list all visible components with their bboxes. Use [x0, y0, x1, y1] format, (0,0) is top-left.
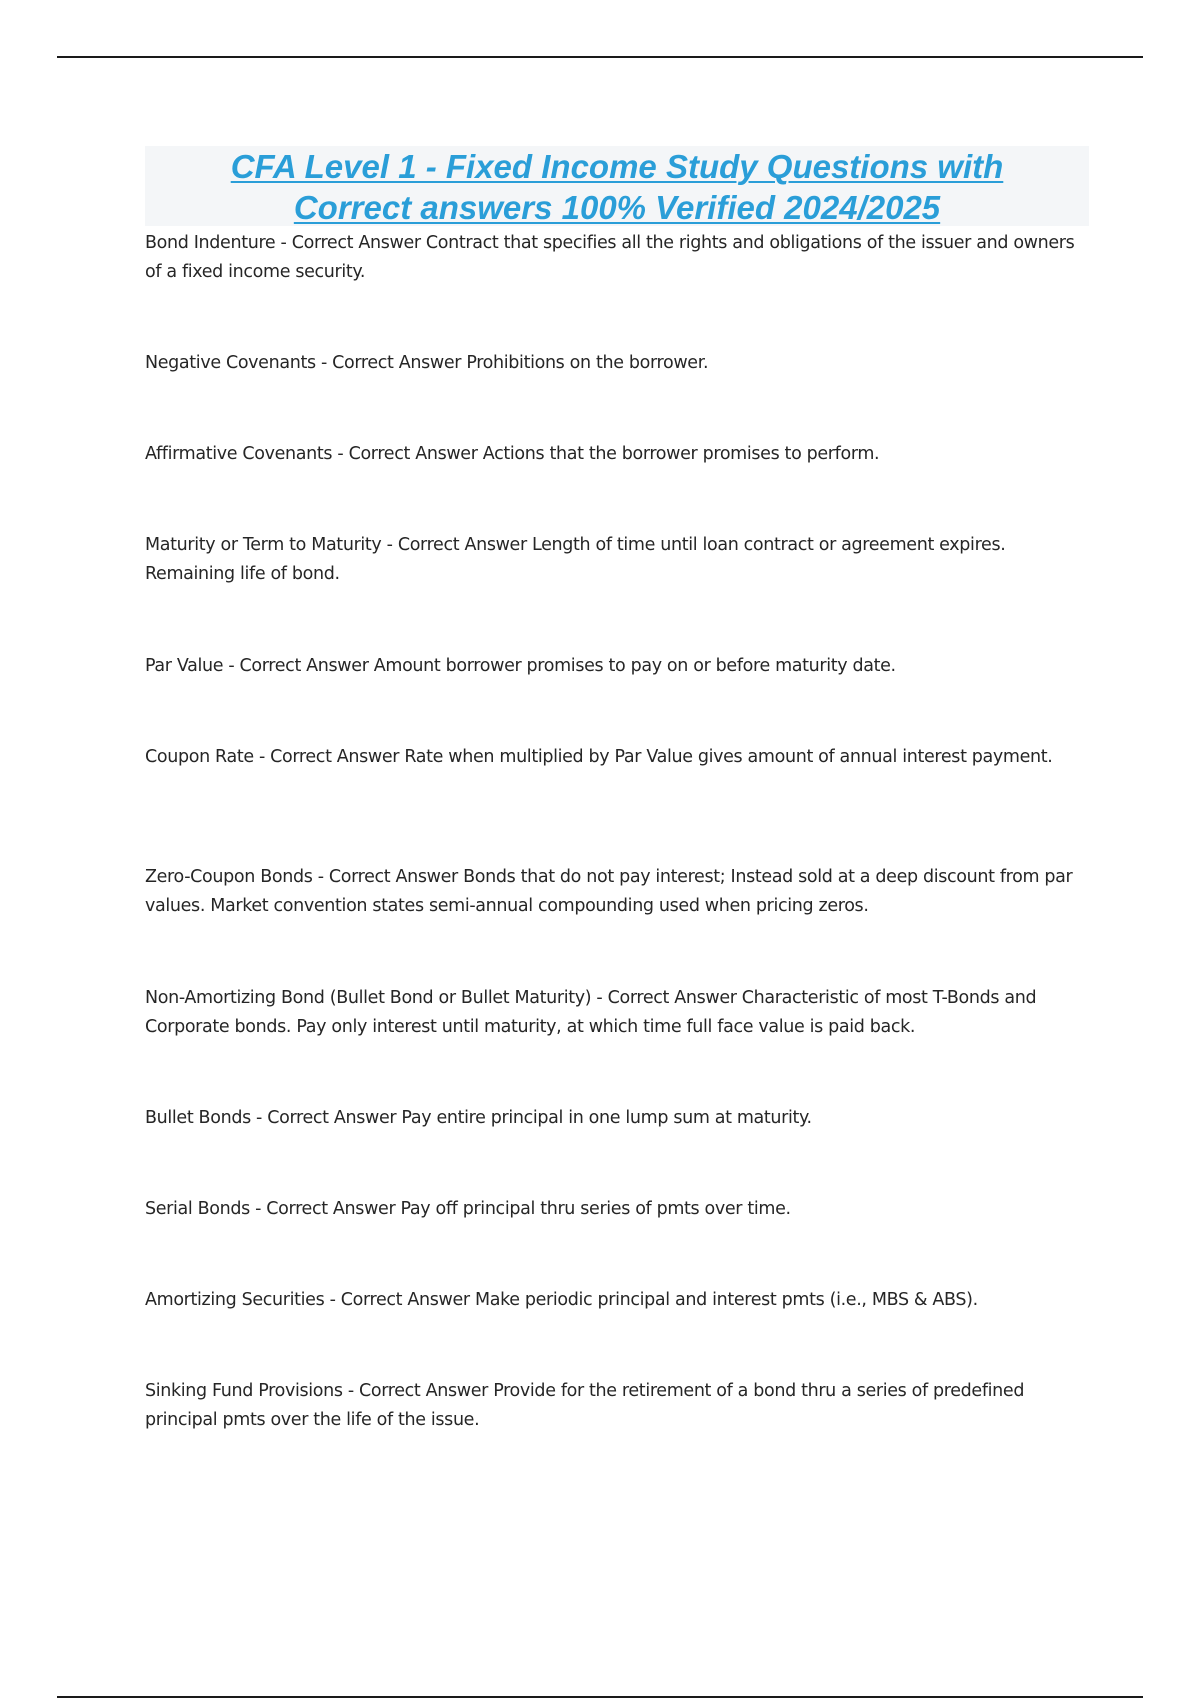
entry-bullet-bonds: Bullet Bonds - Correct Answer Pay entire principal in one lump sum at maturity. — [145, 1108, 812, 1128]
entry-serial-bonds: Serial Bonds - Correct Answer Pay off principal thru series of pmts over time. — [145, 1199, 791, 1219]
entry-amortizing-securities: Amortizing Securities - Correct Answer Make periodic principal and interest pmts (i.e., MBS & ABS). — [145, 1290, 978, 1310]
entry-non-amortizing-bond: Non-Amortizing Bond (Bullet Bond or Bullet Maturity) - Correct Answer Characteristic of most T-Bonds and Corporate bonds. Pay only interest until maturity, at which time full face value is paid back. — [145, 988, 1037, 1037]
entry-negative-covenants: Negative Covenants - Correct Answer Prohibitions on the borrower. — [145, 353, 709, 373]
title-line-1: CFA Level 1 - Fixed Income Study Questions with — [230, 148, 1004, 185]
entry-par-value: Par Value - Correct Answer Amount borrower promises to pay on or before maturity date. — [145, 656, 896, 676]
document-title — [145, 146, 1089, 226]
entry-zero-coupon-bonds: Zero-Coupon Bonds - Correct Answer Bonds that do not pay interest; Instead sold at a deep discount from par values. Market convention states semi-annual compounding used when pricing zeros. — [145, 867, 1073, 916]
entry-bond-indenture: Bond Indenture - Correct Answer Contract that specifies all the rights and obligations of the issuer and owners of a fixed income security. — [145, 233, 1075, 282]
entry-sinking-fund-provisions: Sinking Fund Provisions - Correct Answer Provide for the retirement of a bond thru a series of predefined principal pmts over the life of the issue. — [145, 1381, 1025, 1430]
entry-maturity: Maturity or Term to Maturity - Correct Answer Length of time until loan contract or agreement expires. Remaining life of bond. — [145, 535, 1006, 584]
entry-coupon-rate: Coupon Rate - Correct Answer Rate when multiplied by Par Value gives amount of annual interest payment. — [145, 747, 1053, 767]
top-rule — [57, 56, 1143, 58]
title-line-2: Correct answers 100% Verified 2024/2025 — [293, 189, 941, 226]
bottom-rule — [57, 1696, 1143, 1698]
entry-affirmative-covenants: Affirmative Covenants - Correct Answer Actions that the borrower promises to perform. — [145, 444, 880, 464]
